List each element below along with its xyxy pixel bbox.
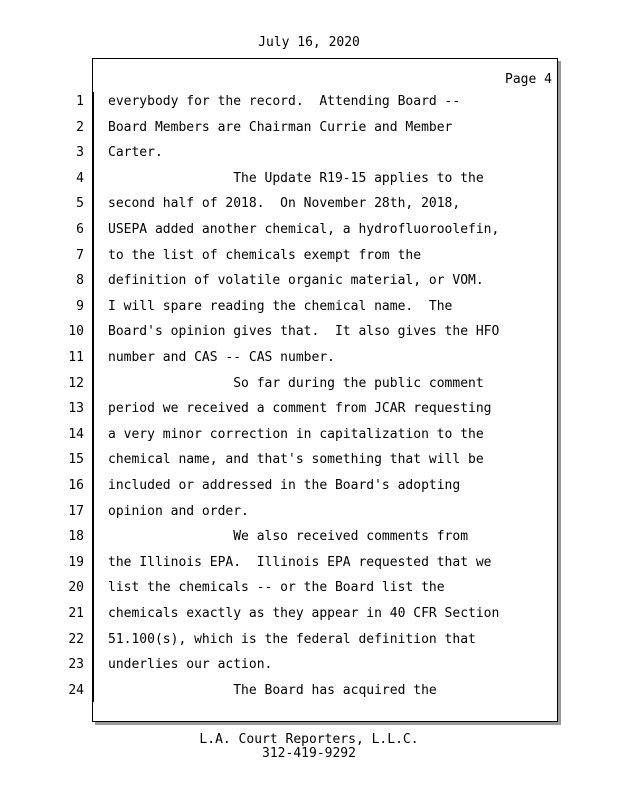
line-number: 15 [68, 452, 84, 468]
line-text: Board's opinion gives that. It also gives the HFO [108, 324, 500, 340]
line-text: 51.100(s), which is the federal definition that [108, 631, 476, 647]
line-number: 23 [68, 657, 84, 673]
transcript-line [0, 476, 618, 496]
line-number: 19 [68, 554, 84, 570]
line-text: The Board has acquired the [108, 682, 437, 698]
line-number: 10 [68, 324, 84, 340]
transcript-line [0, 92, 618, 112]
transcript-line [0, 399, 618, 419]
transcript-line [0, 194, 618, 214]
transcript-line [0, 271, 618, 291]
transcript-line [0, 578, 618, 598]
line-text: the Illinois EPA. Illinois EPA requested that we [108, 554, 492, 570]
line-number: 24 [68, 682, 84, 698]
line-text: period we received a comment from JCAR requesting [108, 401, 492, 417]
transcript-line [0, 118, 618, 138]
transcript-line [0, 450, 618, 470]
line-number: 22 [68, 631, 84, 647]
transcript-line [0, 425, 618, 445]
line-text: number and CAS -- CAS number. [108, 350, 335, 365]
line-number: 14 [68, 426, 84, 442]
line-text: to the list of chemicals exempt from the [108, 247, 422, 263]
reporter-phone: 312-419-9292 [262, 746, 356, 761]
transcript-line [0, 681, 618, 701]
transcript-line [0, 169, 618, 189]
line-text: I will spare reading the chemical name. The [108, 298, 453, 314]
transcript-line [0, 220, 618, 240]
line-number: 21 [68, 606, 84, 621]
transcript-line [0, 143, 618, 163]
line-text: Carter. [108, 145, 163, 161]
line-number: 5 [76, 196, 84, 212]
line-number: 18 [68, 529, 84, 545]
line-text: chemicals exactly as they appear in 40 CFR Section [108, 606, 500, 621]
line-number: 11 [68, 350, 84, 365]
line-text: underlies our action. [108, 657, 273, 673]
page-number: Page 4 [505, 72, 552, 87]
reporter-company: L.A. Court Reporters, L.L.C. [199, 732, 419, 747]
transcript-line [0, 527, 618, 547]
transcript-line [0, 297, 618, 317]
line-number: 16 [68, 478, 84, 493]
line-number: 6 [76, 222, 84, 237]
transcript-line [0, 374, 618, 394]
transcript-line [0, 604, 618, 624]
line-text: a very minor correction in capitalization to the [108, 426, 484, 442]
transcript-line [0, 630, 618, 650]
line-number: 20 [68, 580, 84, 596]
line-text: We also received comments from [108, 529, 469, 545]
line-number: 8 [76, 273, 84, 289]
line-text: chemical name, and that's something that will be [108, 452, 484, 468]
line-number: 1 [76, 94, 84, 109]
line-number: 3 [76, 145, 84, 161]
transcript-line [0, 655, 618, 675]
transcript-line [0, 553, 618, 573]
line-text: So far during the public comment [108, 375, 484, 391]
line-number: 7 [76, 247, 84, 263]
line-number: 17 [68, 503, 84, 519]
transcript-line [0, 246, 618, 266]
transcript-line [0, 502, 618, 522]
line-text: USEPA added another chemical, a hydrofluoroolefin, [108, 222, 500, 237]
line-text: definition of volatile organic material, or VOM. [108, 273, 484, 289]
line-number: 13 [68, 401, 84, 417]
transcript-line [0, 348, 618, 368]
transcript-line [0, 322, 618, 342]
line-number: 2 [76, 119, 84, 135]
line-number: 12 [68, 375, 84, 391]
line-text: The Update R19-15 applies to the [108, 170, 484, 186]
line-text: opinion and order. [108, 503, 249, 519]
line-text: second half of 2018. On November 28th, 2018, [108, 196, 461, 212]
line-text: list the chemicals -- or the Board list the [108, 580, 445, 596]
line-text: included or addressed in the Board's adopting [108, 478, 461, 493]
line-number: 9 [76, 298, 84, 314]
reporter-footer [0, 733, 618, 761]
line-text: everybody for the record. Attending Board -- [108, 94, 461, 109]
line-text: Board Members are Chairman Currie and Member [108, 119, 453, 135]
transcript-date: July 16, 2020 [258, 35, 360, 50]
line-number: 4 [76, 170, 84, 186]
